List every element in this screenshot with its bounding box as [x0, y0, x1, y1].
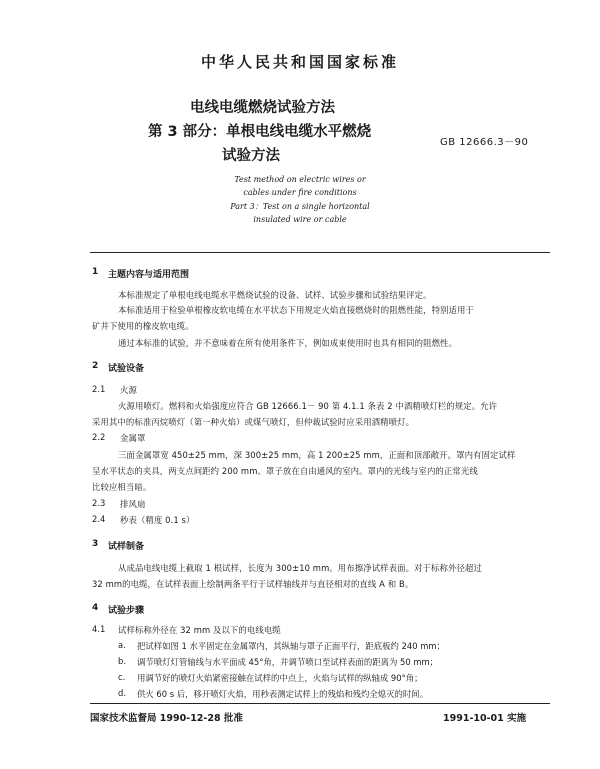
clause-4-1-number: 4.1 — [92, 624, 106, 634]
section-1-line-4: 通过本标准的试验，并不意味着在所有使用条件下，例如成束使用时也具有相同的阻燃性。 — [118, 338, 457, 348]
section-4-title: 试验步骤 — [108, 606, 145, 616]
clause-2-1-line-2: 采用其中的标准丙烷喷灯（第一种火焰）或煤气喷灯，但仲裁试验时应采用酒精喷灯。 — [92, 417, 415, 427]
section-3-line-1: 从成品电线电缆上截取 1 根试样，长度为 300±10 mm。用布擦净试样表面。对于标称外径超过 — [118, 563, 482, 573]
clause-2-1-title: 火源 — [120, 385, 137, 395]
section-2-title: 试验设备 — [108, 364, 145, 374]
section-3-number: 3 — [92, 539, 99, 549]
list-item-marker: a. — [118, 640, 126, 650]
section-1-line-1: 本标准规定了单根电线电缆水平燃烧试验的设备、试样、试验步骤和试验结果评定。 — [118, 290, 432, 300]
list-item-marker: c. — [118, 672, 126, 682]
english-title-line-3: Part 3：Test on a single horizontal — [230, 202, 370, 211]
english-title-line-2: cables under fire conditions — [243, 188, 357, 197]
title-line-2: 第 3 部分：单根电线电缆水平燃烧 — [148, 124, 372, 140]
section-1-title: 主题内容与适用范围 — [108, 270, 190, 280]
list-item-text: 调节喷灯灯管轴线与水平面成 45°角，并调节喷口至试样表面的距离为 50 mm； — [137, 657, 439, 667]
list-item-text: 把试样如图 1 水平固定在金属罩内，其纵轴与罩子正面平行，距底板约 240 mm； — [137, 641, 445, 651]
list-item-text: 用调节好的喷灯火焰紧密接触在试样的中点上，火焰与试样的纵轴成 90°角； — [137, 673, 423, 683]
footer-divider — [90, 703, 550, 704]
implementation-date: 1991-10-01 实施 — [443, 713, 527, 724]
standard-header: 中华人民共和国国家标准 — [200, 53, 399, 71]
clause-2-3-title: 排风扇 — [120, 499, 146, 509]
clause-4-1-title: 试样标称外径在 32 mm 及以下的电线电缆 — [118, 625, 281, 635]
clause-2-4-number: 2.4 — [92, 514, 106, 524]
title-line-3: 试验方法 — [222, 148, 280, 164]
header-divider — [90, 252, 550, 253]
approval-date: 国家技术监督局 1990-12-28 批准 — [90, 713, 243, 724]
list-item-marker: b. — [118, 656, 126, 666]
section-4-number: 4 — [92, 603, 99, 613]
section-3-title: 试样制备 — [108, 542, 145, 552]
clause-2-2-line-1: 三面金属罩宽 450±25 mm，深 300±25 mm，高 1 200±25 mm，正面和顶部敞开。罩内有固定试样 — [118, 450, 516, 460]
clause-2-1-number: 2.1 — [92, 384, 106, 394]
english-title-line-1: Test method on electric wires or — [234, 175, 366, 184]
list-item-marker: d. — [118, 688, 126, 698]
clause-2-2-line-3: 比较应相当暗。 — [92, 482, 152, 492]
section-3-line-2: 32 mm的电缆，在试样表面上绘制两条平行于试样轴线并与直径相对的直线 A 和 B。 — [92, 579, 414, 589]
clause-2-2-line-2: 呈水平状态的夹具，两支点间距约 200 mm。罩子放在自由通风的室内。罩内的光线与室内的正常光线 — [92, 466, 478, 476]
list-item-text: 供火 60 s 后，移开喷灯火焰，用秒表测定试样上的残焰和残灼全熄灭的时间。 — [137, 689, 429, 699]
section-2-number: 2 — [92, 361, 99, 371]
title-line-1: 电线电缆燃烧试验方法 — [190, 100, 335, 116]
clause-2-3-number: 2.3 — [92, 498, 106, 508]
clause-2-4-title: 秒表（精度 0.1 s） — [120, 515, 195, 525]
standard-code: GB 12666.3－90 — [440, 137, 529, 148]
clause-2-2-number: 2.2 — [92, 432, 106, 442]
clause-2-1-line-1: 火源用喷灯。燃料和火焰强度应符合 GB 12666.1－ 90 第 4.1.1 条表 2 中酒精喷灯栏的规定。允许 — [118, 401, 498, 411]
section-1-number: 1 — [92, 267, 99, 277]
clause-2-2-title: 金属罩 — [120, 433, 146, 443]
section-1-line-2: 本标准适用于检验单根橡皮软电缆在水平状态下用规定火焰直接燃烧时的阻燃性能，特别适用于 — [118, 305, 474, 315]
section-1-line-3: 矿井下使用的橡皮软电缆。 — [92, 321, 194, 331]
english-title-line-4: insulated wire or cable — [253, 215, 347, 224]
